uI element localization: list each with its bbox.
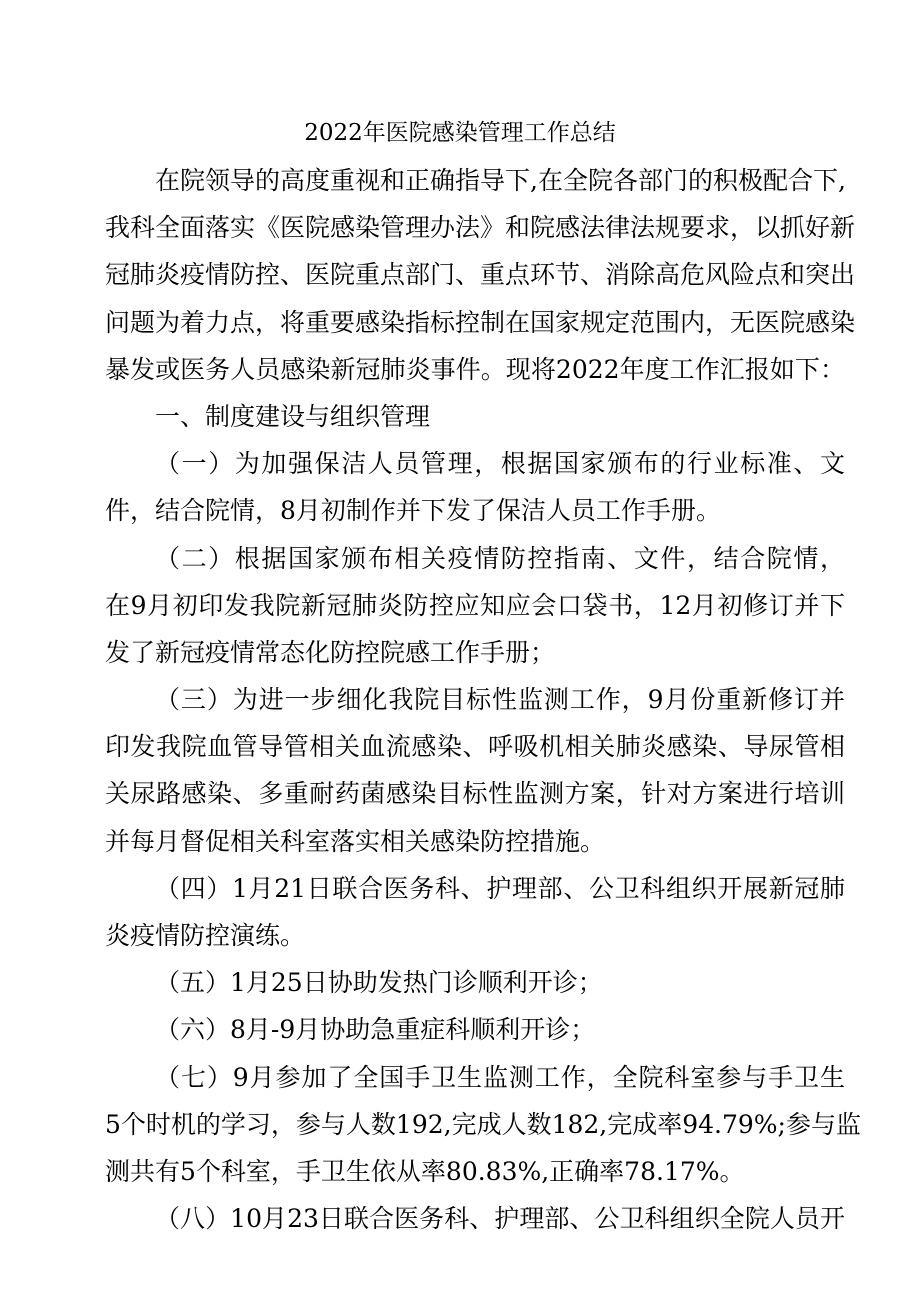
text-line: 件，结合院情，8月初制作并下发了保洁人员工作手册。	[105, 496, 721, 526]
text-line: 炎疫情防控演练。	[105, 921, 306, 950]
document-body	[105, 157, 861, 1242]
text-line: 冠肺炎疫情防控、医院重点部门、重点环节、消除高危风险点和突出	[105, 260, 856, 290]
text-line: 关尿路感染、多重耐药菌感染目标性监测方案，针对方案进行培训	[105, 779, 845, 809]
text-line: （二）根据国家颁布相关疫情防控指南、文件，结合院情，	[155, 543, 845, 573]
text-line: 我科全面落实《医院感染管理办法》和院感法律法规要求，以抓好新	[105, 213, 856, 243]
text-line: 暴发或医务人员感染新冠肺炎事件。现将2022年度工作汇报如下：	[105, 354, 845, 384]
text-line: 一、制度建设与组织管理	[155, 401, 431, 431]
text-line: （五）1月25日协助发热门诊顺利开诊；	[155, 968, 603, 998]
text-line: 印发我院血管导管相关血流感染、呼吸机相关肺炎感染、导尿管相	[105, 732, 845, 762]
text-line: （一）为加强保洁人员管理，根据国家颁布的行业标准、文	[155, 449, 845, 479]
text-line: 5个时机的学习，参与人数192,完成人数182,完成率94.79%;参与监	[105, 1109, 861, 1139]
text-line: （三）为进一步细化我院目标性监测工作，9月份重新修订并	[155, 685, 845, 715]
text-line: 问题为着力点，将重要感染指标控制在国家规定范围内，无医院感染	[105, 307, 856, 337]
text-line: （四）1月21日联合医务科、护理部、公卫科组织开展新冠肺	[155, 873, 845, 903]
text-line: 在9月初印发我院新冠肺炎防控应知应会口袋书，12月初修订并下	[105, 590, 845, 620]
text-line: （六）8月-9月协助急重症科顺利开诊；	[155, 1015, 596, 1045]
text-line: 在院领导的高度重视和正确指导下,在全院各部门的积极配合下,	[155, 166, 846, 195]
text-line: 发了新冠疫情常态化防控院感工作手册；	[105, 637, 556, 667]
text-line: 测共有5个科室，手卫生依从率80.83%,正确率78.17%。	[105, 1156, 745, 1186]
text-line: 并每月督促相关科室落实相关感染防控措施。	[105, 826, 606, 856]
text-line: （七）9月参加了全国手卫生监测工作，全院科室参与手卫生	[155, 1062, 845, 1092]
text-line: （八）10月23日联合医务科、护理部、公卫科组织全院人员开	[155, 1204, 845, 1234]
document-title: 2022年医院感染管理工作总结	[304, 120, 616, 146]
